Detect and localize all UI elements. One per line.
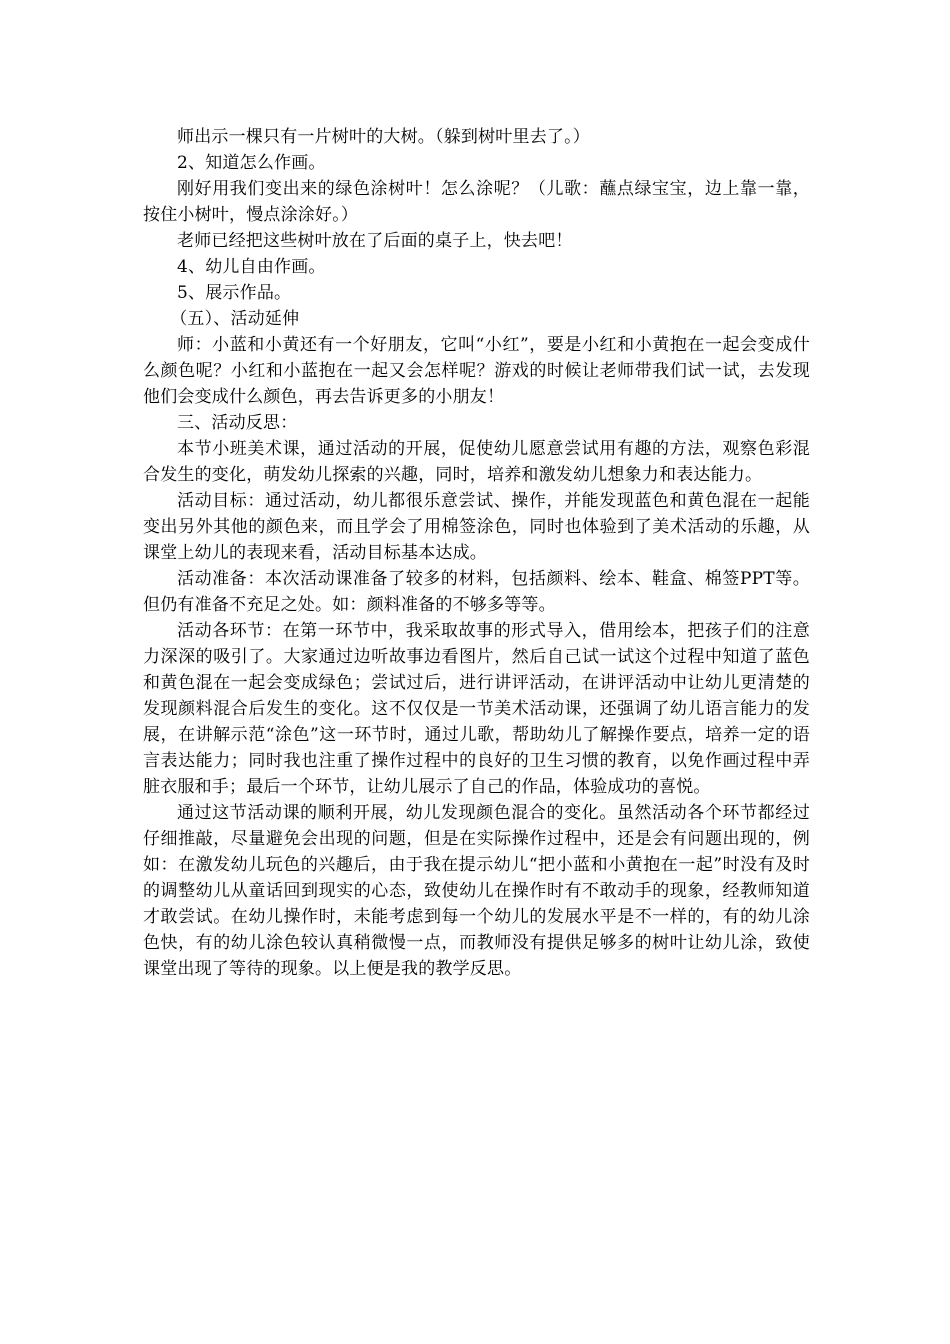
paragraph-tree-with-one-leaf: 师出示一棵只有一片树叶的大树。（躲到树叶里去了。） xyxy=(177,127,590,147)
section-5-heading: （五）、活动延伸 xyxy=(170,309,300,329)
paragraph-activity-extension: 师：小蓝和小黄还有一个好朋友，它叫“小红”，要是小红和小黄抱在一起会变成什么颜色呢？小红和小蓝抱在一起又会怎样呢？游戏的时候让老师带我们试一试，去发现他们会变成什么颜色，再去告诉更多的小朋友！ xyxy=(143,335,810,407)
step-2-heading: 2、知道怎么作画。 xyxy=(177,153,326,173)
paragraph-activity-stages: 活动各环节：在第一环节中，我采取故事的形式导入，借用绘本，把孩子们的注意力深深的吸引了。大家通过边听故事边看图片，然后自己试一试这个过程中知道了蓝色和黄色混在一起会变成绿色；尝试过后，进行讲评活动，在讲评活动中让幼儿更清楚的发现颜料混合后发生的变化。这不仅仅是一节美术活动课，还强调了幼儿语言能力的发展，在讲解示范“涂色”这一环节时，通过儿歌，帮助幼儿了解操作要点，培养一定的语言表达能力；同时我也注重了操作过程中的良好的卫生习惯的教育，以免作画过程中弄脏衣服和手；最后一个环节，让幼儿展示了自己的作品，体验成功的喜悦。 xyxy=(143,621,810,797)
step-5-heading: 5、展示作品。 xyxy=(177,283,292,303)
paragraph-leaves-on-table: 老师已经把这些树叶放在了后面的桌子上，快去吧！ xyxy=(177,231,573,251)
paragraph-activity-preparation: 活动准备：本次活动课准备了较多的材料，包括颜料、绘本、鞋盒、棉签PPT等。但仍有准备不充足之处。如：颜料准备的不够多等等。 xyxy=(143,569,810,615)
document-body xyxy=(143,124,810,982)
step-4-heading: 4、幼儿自由作画。 xyxy=(177,257,326,277)
paragraph-coloring-rhyme: 刚好用我们变出来的绿色涂树叶！怎么涂呢？（儿歌：蘸点绿宝宝，边上靠一靠，按住小树叶，慢点涂涂好。） xyxy=(143,179,810,225)
paragraph-reflection-intro: 本节小班美术课，通过活动的开展，促使幼儿愿意尝试用有趣的方法，观察色彩混合发生的变化，萌发幼儿探索的兴趣，同时，培养和激发幼儿想象力和表达能力。 xyxy=(143,439,810,485)
paragraph-conclusion: 通过这节活动课的顺利开展，幼儿发现颜色混合的变化。虽然活动各个环节都经过仔细推敲，尽量避免会出现的问题，但是在实际操作过程中，还是会有问题出现的，例如：在激发幼儿玩色的兴趣后，由于我在提示幼儿“把小蓝和小黄抱在一起”时没有及时的调整幼儿从童话回到现实的心态，致使幼儿在操作时有不敢动手的现象，经教师知道才敢尝试。在幼儿操作时，未能考虑到每一个幼儿的发展水平是不一样的，有的幼儿涂色快，有的幼儿涂色较认真稍微慢一点，而教师没有提供足够多的树叶让幼儿涂，致使课堂出现了等待的现象。以上便是我的教学反思。 xyxy=(143,803,810,979)
paragraph-activity-goals: 活动目标：通过活动，幼儿都很乐意尝试、操作，并能发现蓝色和黄色混在一起能变出另外其他的颜色来，而且学会了用棉签涂色，同时也体验到了美术活动的乐趣，从课堂上幼儿的表现来看，活动目标基本达成。 xyxy=(143,491,810,563)
section-3-heading: 三、活动反思： xyxy=(177,413,298,433)
